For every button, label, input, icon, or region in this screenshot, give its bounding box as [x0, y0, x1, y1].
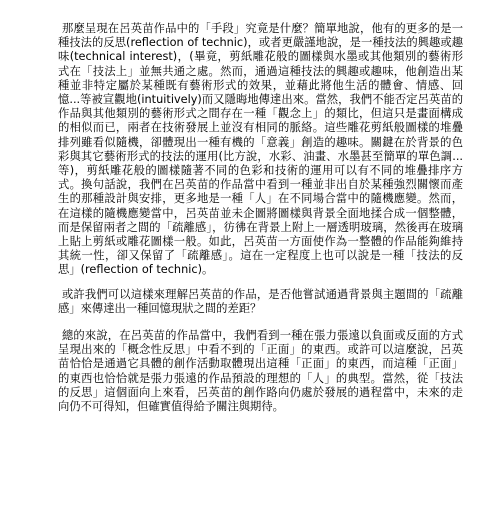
document-page — [58, 22, 463, 414]
paragraph-question: 或許我們可以這樣來理解呂英苗的作品，是否他嘗試通過背景與主題間的「疏離感」來傳達出一種回憶現狀之間的差距？ — [58, 287, 463, 315]
paragraph-technique-reflection: 那麼呈現在呂英苗作品中的「手段」究竟是什麼？簡單地說，他有的更多的是一種技法的反思(reflection of technic)，或者更嚴謹地說，是一種技法的興趣或趣味(technical interest)，(畢竟，剪紙雕花般的圖樣與水墨或其他類別的藝術形式在「技法上」並無共通之處。然而，通過這種技法的興趣或趣味，他創造出某種並非特定屬於某種既有藝術形式的效果，並藉此將他生活的體會、情感、回憶...等被宣觀地(intuitively)而又隱晦地傳達出來。當然，我們不能否定呂英苗的作品與其他類別的藝術形式之間存在一種「觀念上」的類比，但這只是畫面構成的相似而已，兩者在技術發展上並沒有相同的脈絡。這些雕花剪紙般圖樣的堆疊排列雖看似隨機，卻體現出一種有機的「意義」創造的趣味。關鍵在於背景的色彩與其它藝術形式的技法的運用(比方說，水彩、油畫、水墨甚至簡單的單色調...等)，剪紙雕花般的圖樣隨著不同的色彩和技術的運用可以有不同的堆疊排序方式。換句話說，我們在呂英苗的作品當中看到一種並非出自於某種強烈關懷而產生的那種設計與安排，更多地是一種「人」在不同場合當中的隨機應變。然而，在這樣的隨機應變當中，呂英苗並未企圖將圖樣與背景全面地揉合成一個整體，而是保留兩者之間的「疏離感」，彷彿在背景上附上一層透明玻璃，然後再在玻璃上貼上剪紙或雕花圖樣一般。如此，呂英苗一方面使作為一整體的作品能夠維持其統一性，卻又保留了「疏離感」。這在一定程度上也可以說是一種「技法的反思」(reflection of technic)。 — [58, 22, 463, 277]
paragraph-conclusion: 總的來說，在呂英苗的作品當中，我們看到一種在張力張遠以負面或反面的方式呈現出來的「概念性反思」中看不到的「正面」的東西。或許可以這麼說，呂英苗恰恰是通過它具體的創作活動取體現出這種「正面」的東西，而這種「正面」的東西也恰恰就是張力張遠的作品預設的理想的「人」的典型。當然，從「技法的反思」這個面向上來看，呂英苗的創作路向仍處於發展的過程當中，未來的走向仍不可得知，但確實值得給予關注與期待。 — [58, 329, 463, 414]
